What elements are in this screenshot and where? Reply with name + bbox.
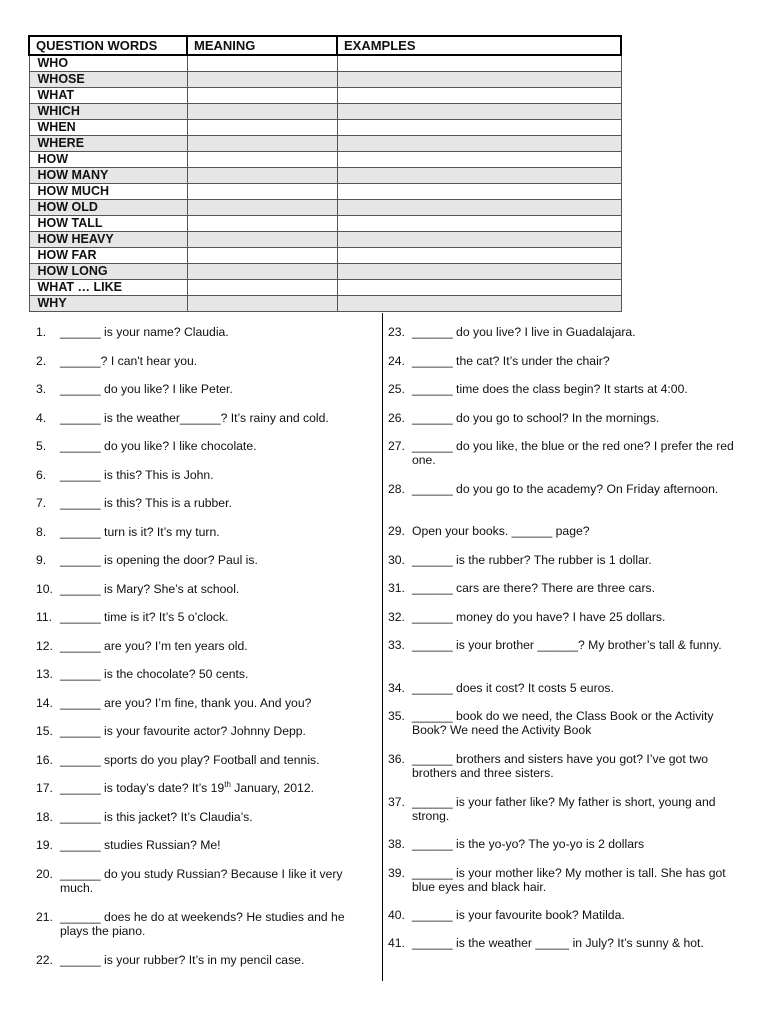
question-text: ______ time is it? It’s 5 o’clock.: [60, 610, 229, 624]
question-number: 21.: [36, 910, 53, 924]
question-item: [388, 325, 734, 339]
question-text: ______ is your father like? My father is short, young and strong.: [412, 795, 716, 823]
question-number: 16.: [36, 753, 53, 767]
examples-cell: [337, 216, 621, 232]
question-word-cell: HOW: [29, 152, 187, 168]
table-row: [29, 200, 621, 216]
question-number: 7.: [36, 496, 47, 510]
question-item: [388, 866, 734, 894]
question-word-cell: HOW MANY: [29, 168, 187, 184]
meaning-cell: [187, 72, 337, 88]
meaning-cell: [187, 280, 337, 296]
question-number: 39.: [388, 866, 405, 880]
question-text: ______ is your mother like? My mother is tall. She has got blue eyes and black hair.: [412, 866, 726, 894]
question-number: 20.: [36, 867, 53, 881]
question-text: ______ is Mary? She’s at school.: [60, 582, 240, 596]
question-number: 19.: [36, 838, 53, 852]
table-row: [29, 120, 621, 136]
question-item: [388, 610, 734, 624]
question-text: ______ does it cost? It costs 5 euros.: [412, 681, 614, 695]
question-number: 26.: [388, 411, 405, 425]
question-item: [36, 325, 372, 339]
question-number: 30.: [388, 553, 405, 567]
question-item: [36, 838, 372, 852]
question-number: 8.: [36, 525, 47, 539]
table-row: [29, 264, 621, 280]
meaning-cell: [187, 88, 337, 104]
table-row: [29, 296, 621, 312]
examples-cell: [337, 232, 621, 248]
question-number: 38.: [388, 837, 405, 851]
ordinal-suffix: th: [224, 779, 231, 789]
examples-cell: [337, 120, 621, 136]
question-text: ______ do you live? I live in Guadalajara.: [412, 325, 636, 339]
question-number: 5.: [36, 439, 47, 453]
question-number: 12.: [36, 639, 53, 653]
question-word-cell: HOW TALL: [29, 216, 187, 232]
examples-cell: [337, 200, 621, 216]
question-item: [36, 382, 372, 396]
examples-cell: [337, 136, 621, 152]
question-number: 10.: [36, 582, 53, 596]
question-text: ______ cars are there? There are three cars.: [412, 581, 655, 595]
question-item: [36, 525, 372, 539]
question-item: [388, 837, 734, 851]
question-text: ______ studies Russian? Me!: [60, 838, 221, 852]
question-text-part: ______ is today’s date? It’s 19: [60, 781, 225, 795]
table-row: [29, 168, 621, 184]
question-item: [36, 496, 372, 510]
meaning-cell: [187, 120, 337, 136]
question-text: ______ brothers and sisters have you got? I’ve got two brothers and three sisters.: [412, 752, 709, 780]
question-text: ______ is the weather _____ in July? It’s sunny & hot.: [412, 936, 704, 950]
meaning-cell: [187, 104, 337, 120]
question-number: 36.: [388, 752, 405, 766]
question-number: 2.: [36, 354, 47, 368]
question-word-cell: HOW LONG: [29, 264, 187, 280]
question-text: ______ is your rubber? It’s in my pencil case.: [60, 953, 305, 967]
question-number: 23.: [388, 325, 405, 339]
header-question-words: QUESTION WORDS: [29, 36, 187, 55]
question-text: [60, 781, 372, 795]
meaning-cell: [187, 184, 337, 200]
examples-cell: [337, 55, 621, 72]
question-number: 27.: [388, 439, 405, 453]
question-item: [36, 724, 372, 738]
question-text: ______ is your favourite book? Matilda.: [412, 908, 625, 922]
question-item: [36, 468, 372, 482]
question-item: [36, 354, 372, 368]
question-text: ______ are you? I’m ten years old.: [60, 639, 248, 653]
table-row: [29, 184, 621, 200]
examples-cell: [337, 152, 621, 168]
meaning-cell: [187, 200, 337, 216]
question-item: [36, 753, 372, 767]
table-row: [29, 136, 621, 152]
question-number: 13.: [36, 667, 53, 681]
table-row: [29, 88, 621, 104]
question-word-cell: HOW HEAVY: [29, 232, 187, 248]
question-item: [388, 524, 734, 538]
question-text: ______ is the chocolate? 50 cents.: [60, 667, 249, 681]
question-word-cell: HOW FAR: [29, 248, 187, 264]
question-text: ______ is this jacket? It’s Claudia’s.: [60, 810, 253, 824]
meaning-cell: [187, 152, 337, 168]
header-meaning: MEANING: [187, 36, 337, 55]
examples-cell: [337, 280, 621, 296]
meaning-cell: [187, 136, 337, 152]
meaning-cell: [187, 248, 337, 264]
table-row: [29, 104, 621, 120]
question-text: ______ do you study Russian? Because I like it very much.: [60, 867, 343, 895]
examples-cell: [337, 88, 621, 104]
question-item: [388, 482, 734, 496]
question-text: ______ is the weather______? It’s rainy and cold.: [60, 411, 329, 425]
question-text: ______ the cat? It’s under the chair?: [412, 354, 610, 368]
question-number: 40.: [388, 908, 405, 922]
question-number: 41.: [388, 936, 405, 950]
question-number: 15.: [36, 724, 53, 738]
question-text: ______ is your favourite actor? Johnny Depp.: [60, 724, 306, 738]
question-number: 31.: [388, 581, 405, 595]
question-text-part: January, 2012.: [230, 781, 315, 795]
question-item: [388, 411, 734, 425]
meaning-cell: [187, 216, 337, 232]
question-text: ______ book do we need, the Class Book or the Activity Book? We need the Activity Book: [412, 709, 714, 737]
table-row: [29, 216, 621, 232]
question-word-cell: WHAT … LIKE: [29, 280, 187, 296]
question-item: [36, 411, 372, 425]
question-item: [388, 553, 734, 567]
examples-cell: [337, 264, 621, 280]
question-text: ______ are you? I’m fine, thank you. And you?: [60, 696, 312, 710]
question-number: 29.: [388, 524, 405, 538]
meaning-cell: [187, 232, 337, 248]
table-row: [29, 55, 621, 72]
table-row: [29, 248, 621, 264]
question-words-table: [28, 35, 622, 312]
question-item: [388, 439, 734, 467]
question-number: 1.: [36, 325, 47, 339]
question-number: 4.: [36, 411, 47, 425]
examples-cell: [337, 72, 621, 88]
question-number: 11.: [36, 610, 53, 624]
question-number: 9.: [36, 553, 47, 567]
question-word-cell: HOW MUCH: [29, 184, 187, 200]
question-item: [36, 910, 372, 938]
question-text: ______ does he do at weekends? He studies and he plays the piano.: [60, 910, 345, 938]
table-row: [29, 280, 621, 296]
question-number: 32.: [388, 610, 405, 624]
table-header-row: [29, 36, 621, 55]
question-item: [36, 582, 372, 596]
examples-cell: [337, 296, 621, 312]
examples-cell: [337, 168, 621, 184]
question-item: [388, 936, 734, 950]
question-item: [388, 681, 734, 695]
question-item: [36, 667, 372, 681]
question-item: [36, 639, 372, 653]
question-text: ______ time does the class begin? It starts at 4:00.: [412, 382, 688, 396]
question-item: [36, 610, 372, 624]
question-item: [388, 709, 734, 737]
question-text: ______ do you like? I like chocolate.: [60, 439, 257, 453]
question-number: 34.: [388, 681, 405, 695]
column-divider: [382, 313, 383, 981]
question-text: ______ is the yo-yo? The yo-yo is 2 dollars: [412, 837, 645, 851]
question-number: 33.: [388, 638, 405, 652]
question-text: ______ do you go to the academy? On Friday afternoon.: [412, 482, 719, 496]
examples-cell: [337, 104, 621, 120]
meaning-cell: [187, 168, 337, 184]
question-text: ______ is opening the door? Paul is.: [60, 553, 258, 567]
question-text: ______ is the rubber? The rubber is 1 dollar.: [412, 553, 652, 567]
question-number: 3.: [36, 382, 47, 396]
question-item: [36, 696, 372, 710]
question-word-cell: WHY: [29, 296, 187, 312]
question-text: ______ do you like, the blue or the red one? I prefer the red one.: [412, 439, 734, 467]
question-number: 14.: [36, 696, 53, 710]
question-text: ______ is your brother ______? My brother’s tall & funny.: [412, 638, 722, 652]
question-number: 22.: [36, 953, 53, 967]
question-text: ______ is this? This is a rubber.: [60, 496, 232, 510]
question-item: [36, 953, 372, 967]
meaning-cell: [187, 296, 337, 312]
question-item: [388, 581, 734, 595]
question-item: [388, 638, 734, 652]
question-text: ______ is this? This is John.: [60, 468, 214, 482]
question-word-cell: WHO: [29, 55, 187, 72]
question-number: 24.: [388, 354, 405, 368]
examples-cell: [337, 248, 621, 264]
question-item: [388, 354, 734, 368]
question-number: 6.: [36, 468, 47, 482]
table-row: [29, 72, 621, 88]
examples-cell: [337, 184, 621, 200]
question-item: [36, 553, 372, 567]
question-item: [36, 781, 372, 795]
table-row: [29, 232, 621, 248]
question-text: Open your books. ______ page?: [412, 524, 590, 538]
question-word-cell: WHICH: [29, 104, 187, 120]
question-number: 17.: [36, 781, 53, 795]
question-text: ______ sports do you play? Football and tennis.: [60, 753, 320, 767]
question-item: [36, 810, 372, 824]
question-text: ______ do you like? I like Peter.: [60, 382, 233, 396]
question-number: 18.: [36, 810, 53, 824]
question-item: [388, 908, 734, 922]
question-word-cell: WHERE: [29, 136, 187, 152]
header-examples: EXAMPLES: [337, 36, 621, 55]
meaning-cell: [187, 55, 337, 72]
question-number: 25.: [388, 382, 405, 396]
question-item: [388, 795, 734, 823]
question-text: ______ do you go to school? In the mornings.: [412, 411, 660, 425]
question-number: 28.: [388, 482, 405, 496]
question-text: ______ is your name? Claudia.: [60, 325, 229, 339]
question-text: ______ turn is it? It’s my turn.: [60, 525, 220, 539]
question-text: ______ money do you have? I have 25 dollars.: [412, 610, 666, 624]
table-row: [29, 152, 621, 168]
question-item: [36, 867, 372, 895]
meaning-cell: [187, 264, 337, 280]
question-text: ______? I can't hear you.: [60, 354, 198, 368]
question-item: [388, 382, 734, 396]
question-word-cell: WHOSE: [29, 72, 187, 88]
question-word-cell: HOW OLD: [29, 200, 187, 216]
question-item: [36, 439, 372, 453]
question-number: 35.: [388, 709, 405, 723]
question-item: [388, 752, 734, 780]
question-word-cell: WHEN: [29, 120, 187, 136]
question-word-cell: WHAT: [29, 88, 187, 104]
question-number: 37.: [388, 795, 405, 809]
